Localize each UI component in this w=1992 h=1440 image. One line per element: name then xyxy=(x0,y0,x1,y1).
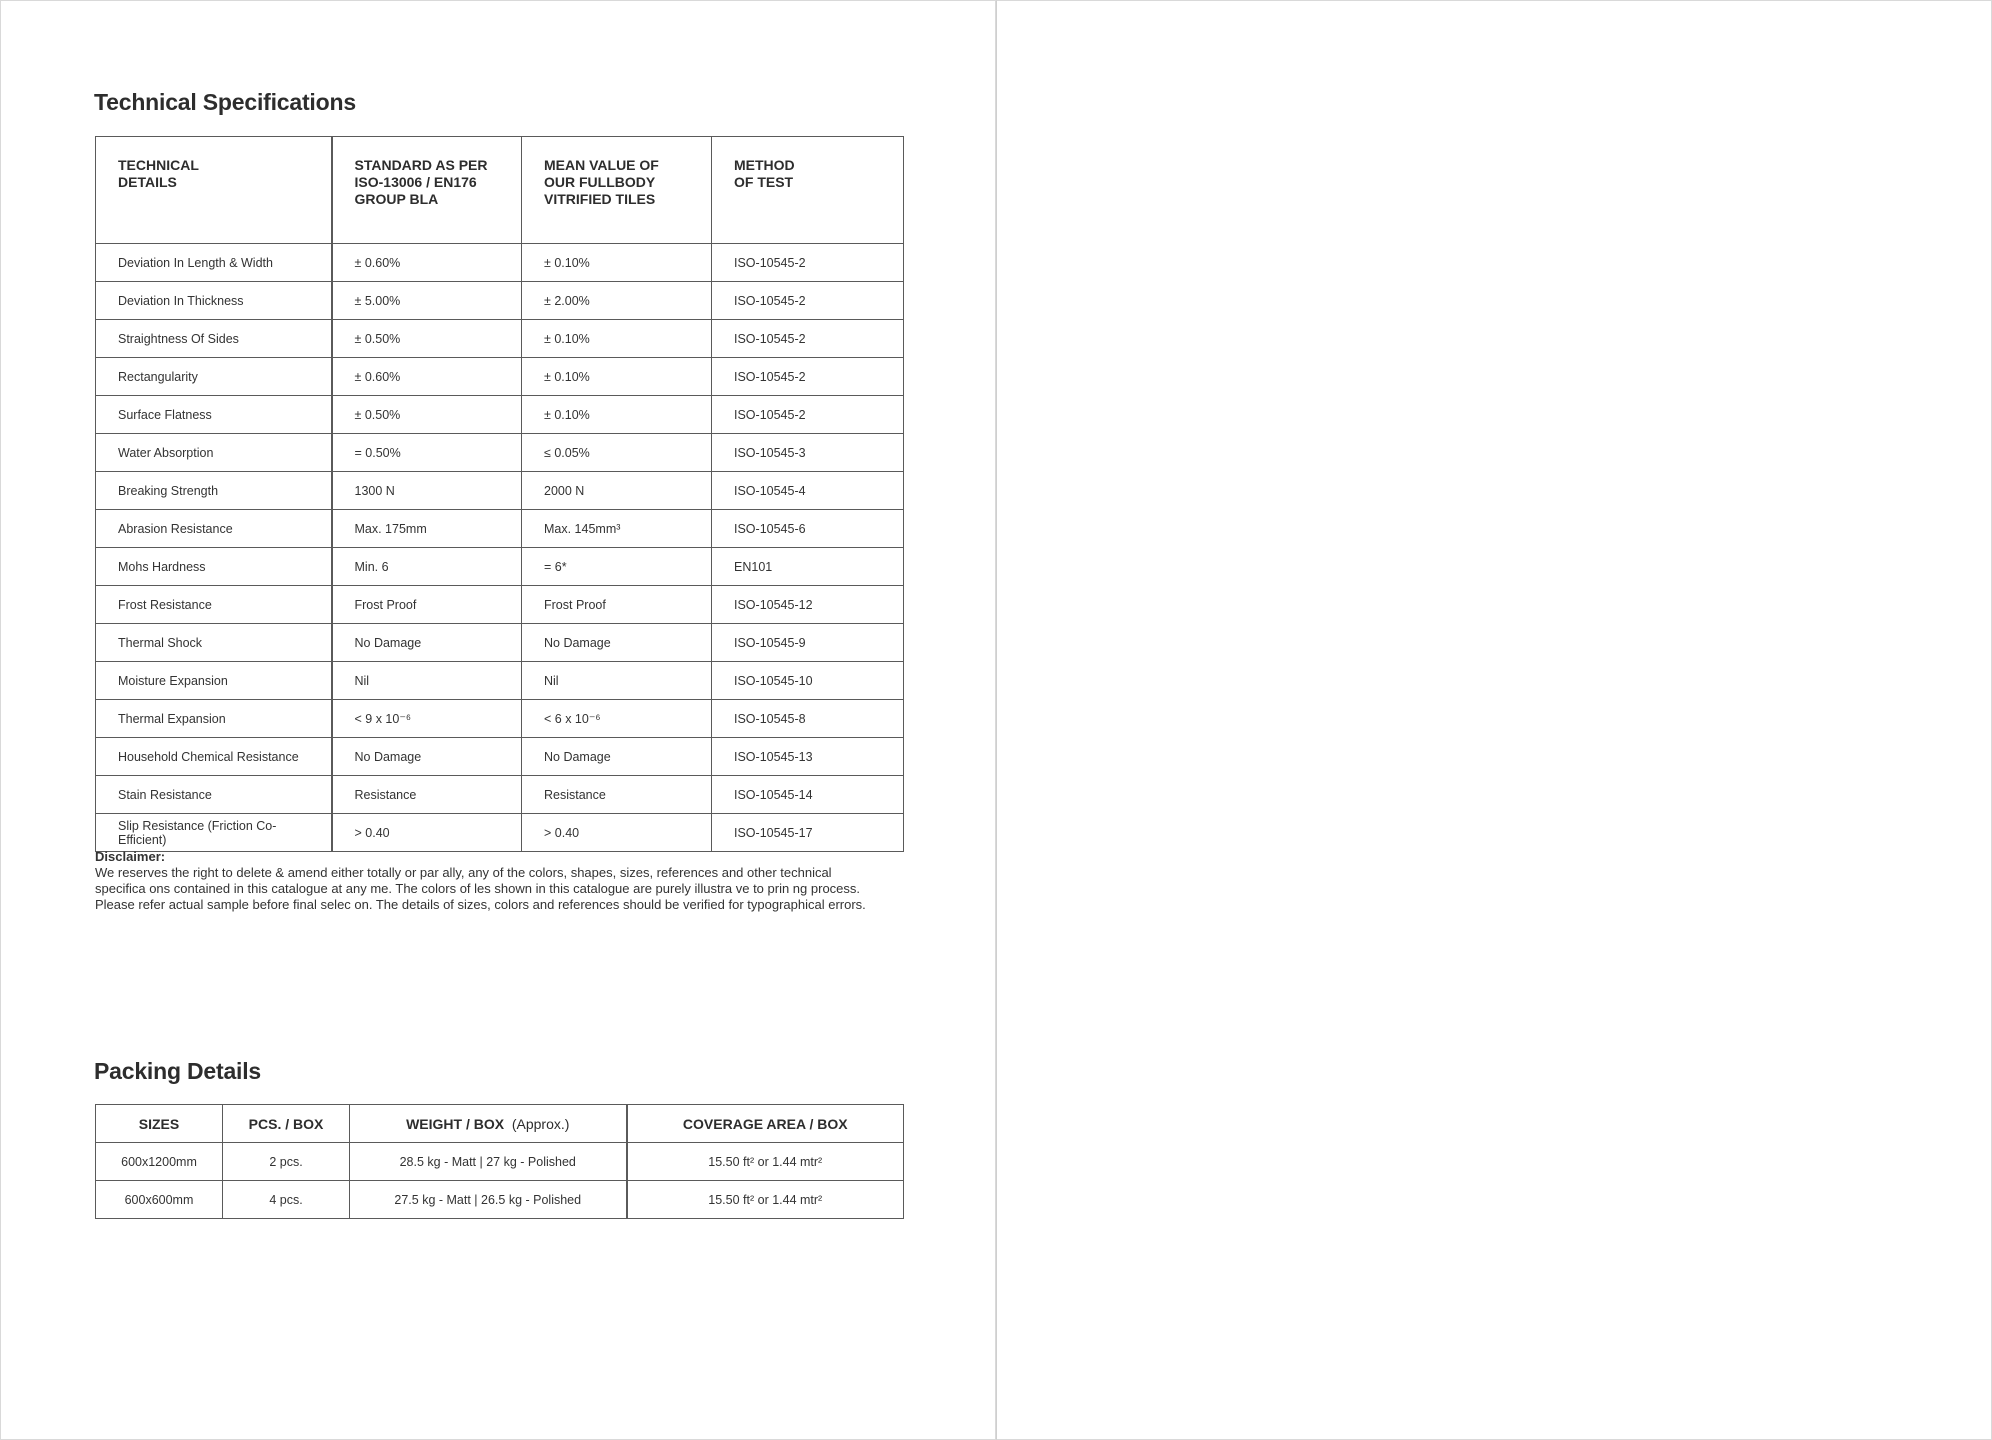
header-coverage-area: COVERAGE AREA / BOX xyxy=(627,1105,904,1143)
table-row xyxy=(96,776,904,814)
table-cell: ISO-10545-3 xyxy=(712,434,904,472)
table-cell: Surface Flatness xyxy=(96,396,332,434)
table-cell: Breaking Strength xyxy=(96,472,332,510)
table-cell: ISO-10545-6 xyxy=(712,510,904,548)
header-method-of-test: METHOD OF TEST xyxy=(712,137,904,244)
table-cell: ± 0.10% xyxy=(522,358,712,396)
table-row xyxy=(96,244,904,282)
table-cell: ± 0.60% xyxy=(332,358,522,396)
table-row xyxy=(96,1181,904,1219)
table-cell: Water Absorption xyxy=(96,434,332,472)
table-cell: 2 pcs. xyxy=(223,1143,350,1181)
table-cell: ± 0.50% xyxy=(332,320,522,358)
packing-details-title: Packing Details xyxy=(94,1058,262,1084)
table-cell: ISO-10545-17 xyxy=(712,814,904,852)
table-cell: Abrasion Resistance xyxy=(96,510,332,548)
spec-table-body xyxy=(96,244,904,852)
table-cell: ± 0.10% xyxy=(522,396,712,434)
table-row xyxy=(96,396,904,434)
table-cell: Deviation In Length & Width xyxy=(96,244,332,282)
disclaimer-title: Disclaimer: xyxy=(95,849,166,864)
table-cell: ISO-10545-14 xyxy=(712,776,904,814)
table-row xyxy=(96,700,904,738)
header-mean-value: MEAN VALUE OF OUR FULLBODY VITRIFIED TILES xyxy=(522,137,712,244)
table-cell: ± 0.10% xyxy=(522,244,712,282)
table-cell: ISO-10545-2 xyxy=(712,282,904,320)
header-standard: STANDARD AS PER ISO-13006 / EN176 GROUP BLA xyxy=(332,137,522,244)
table-cell: 28.5 kg - Matt | 27 kg - Polished xyxy=(350,1143,627,1181)
table-cell: = 0.50% xyxy=(332,434,522,472)
header-weight-per-box xyxy=(350,1105,627,1143)
table-header-row xyxy=(96,137,904,244)
table-row xyxy=(96,738,904,776)
table-cell: 1300 N xyxy=(332,472,522,510)
table-cell: No Damage xyxy=(332,738,522,776)
table-row xyxy=(96,548,904,586)
table-cell: No Damage xyxy=(522,624,712,662)
table-cell: ISO-10545-2 xyxy=(712,320,904,358)
table-row xyxy=(96,814,904,852)
table-row xyxy=(96,586,904,624)
table-cell: < 6 x 10⁻⁶ xyxy=(522,700,712,738)
table-cell: ISO-10545-9 xyxy=(712,624,904,662)
table-row xyxy=(96,434,904,472)
table-cell: 4 pcs. xyxy=(223,1181,350,1219)
table-cell: Max. 145mm³ xyxy=(522,510,712,548)
table-cell: ≤ 0.05% xyxy=(522,434,712,472)
table-cell: Max. 175mm xyxy=(332,510,522,548)
table-cell: Deviation In Thickness xyxy=(96,282,332,320)
table-cell: Thermal Expansion xyxy=(96,700,332,738)
table-cell: Frost Proof xyxy=(522,586,712,624)
technical-specifications-title: Technical Specifications xyxy=(94,89,356,115)
table-cell: EN101 xyxy=(712,548,904,586)
table-cell: ± 5.00% xyxy=(332,282,522,320)
table-cell: > 0.40 xyxy=(332,814,522,852)
table-cell: Nil xyxy=(332,662,522,700)
disclaimer-line: specifica ons contained in this catalogue at any me. The colors of les shown in this catalogue are purely illustra ve to prin ng process. xyxy=(95,881,861,896)
table-cell: ± 0.60% xyxy=(332,244,522,282)
table-cell: Mohs Hardness xyxy=(96,548,332,586)
table-cell: ISO-10545-4 xyxy=(712,472,904,510)
table-cell: ISO-10545-10 xyxy=(712,662,904,700)
table-row xyxy=(96,624,904,662)
table-cell: 2000 N xyxy=(522,472,712,510)
disclaimer-line: We reserves the right to delete & amend either totally or par ally, any of the colors, shapes, sizes, references and other technical xyxy=(95,865,832,880)
table-cell: < 9 x 10⁻⁶ xyxy=(332,700,522,738)
weight-approx-note: (Approx.) xyxy=(511,1115,570,1132)
table-cell: 15.50 ft² or 1.44 mtr² xyxy=(627,1143,904,1181)
disclaimer xyxy=(95,849,905,913)
table-cell: ± 2.00% xyxy=(522,282,712,320)
table-cell: = 6* xyxy=(522,548,712,586)
table-cell: Rectangularity xyxy=(96,358,332,396)
header-technical-details: TECHNICAL DETAILS xyxy=(96,137,332,244)
packing-details-table xyxy=(95,1104,904,1219)
table-cell: ISO-10545-2 xyxy=(712,396,904,434)
table-cell: ± 0.10% xyxy=(522,320,712,358)
technical-specifications-table xyxy=(95,136,904,852)
packing-table-body xyxy=(96,1143,904,1219)
table-cell: ISO-10545-2 xyxy=(712,244,904,282)
header-pcs-per-box: PCS. / BOX xyxy=(223,1105,350,1143)
table-cell: Moisture Expansion xyxy=(96,662,332,700)
weight-header-label: WEIGHT / BOX xyxy=(406,1115,505,1132)
table-cell: Nil xyxy=(522,662,712,700)
table-cell: ISO-10545-8 xyxy=(712,700,904,738)
table-cell: ISO-10545-2 xyxy=(712,358,904,396)
table-row xyxy=(96,320,904,358)
disclaimer-line: Please refer actual sample before final selec on. The details of sizes, colors and references should be verified for typographical errors. xyxy=(95,897,866,912)
table-cell: 27.5 kg - Matt | 26.5 kg - Polished xyxy=(350,1181,627,1219)
table-row xyxy=(96,282,904,320)
table-row xyxy=(96,472,904,510)
table-cell: Resistance xyxy=(332,776,522,814)
table-cell: Straightness Of Sides xyxy=(96,320,332,358)
header-sizes: SIZES xyxy=(96,1105,223,1143)
table-cell: ISO-10545-12 xyxy=(712,586,904,624)
table-header-row xyxy=(96,1105,904,1143)
table-cell: No Damage xyxy=(332,624,522,662)
table-cell: Stain Resistance xyxy=(96,776,332,814)
table-cell: 600x1200mm xyxy=(96,1143,223,1181)
table-cell: > 0.40 xyxy=(522,814,712,852)
table-cell: No Damage xyxy=(522,738,712,776)
table-cell: 15.50 ft² or 1.44 mtr² xyxy=(627,1181,904,1219)
catalogue-page-right xyxy=(996,0,1992,1440)
table-row xyxy=(96,662,904,700)
table-cell: ISO-10545-13 xyxy=(712,738,904,776)
table-cell: Household Chemical Resistance xyxy=(96,738,332,776)
table-cell: Resistance xyxy=(522,776,712,814)
table-cell: Frost Proof xyxy=(332,586,522,624)
table-cell: Frost Resistance xyxy=(96,586,332,624)
table-cell: Min. 6 xyxy=(332,548,522,586)
table-cell: 600x600mm xyxy=(96,1181,223,1219)
table-cell: Slip Resistance (Friction Co-Efficient) xyxy=(96,814,332,852)
table-row xyxy=(96,510,904,548)
table-cell: Thermal Shock xyxy=(96,624,332,662)
table-cell: ± 0.50% xyxy=(332,396,522,434)
table-row xyxy=(96,358,904,396)
table-row xyxy=(96,1143,904,1181)
